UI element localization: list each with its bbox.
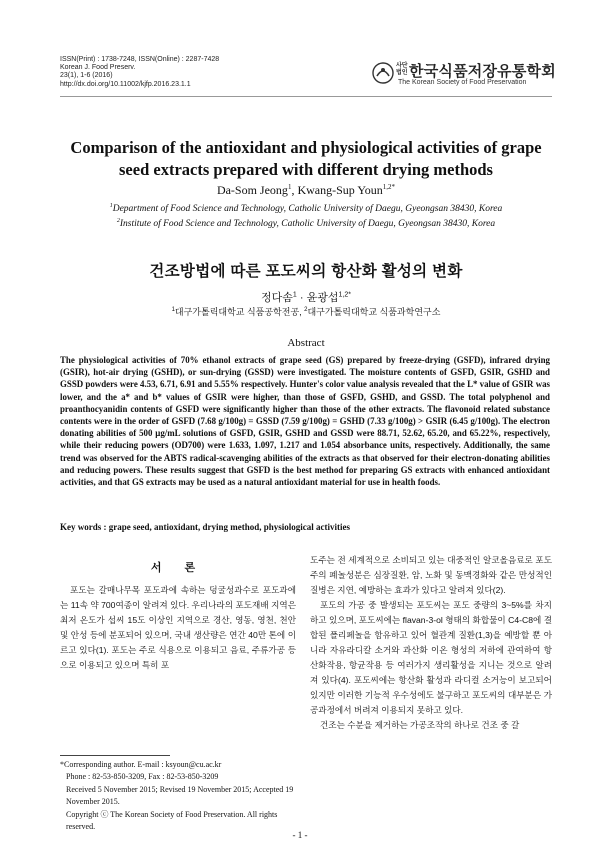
title-korean: 건조방법에 따른 포도씨의 항산화 활성의 변화 xyxy=(149,263,463,280)
author-1-sup: 1 xyxy=(287,183,292,191)
footnote-divider xyxy=(60,755,170,756)
author-separator: , xyxy=(291,183,298,197)
author-2-ko: 윤광섭 xyxy=(306,292,339,304)
keywords-separator: : xyxy=(101,522,109,532)
authors-english xyxy=(60,183,552,198)
section-heading-introduction: 서 론 xyxy=(150,562,206,574)
issn-line: ISSN(Print) : 1738-7248, ISSN(Online) : 2287-7428 xyxy=(60,56,220,63)
intro-paragraph-1: 포도는 갈매나무목 포도과에 속하는 덩굴성과수로 포도과에는 11속 약 700여종이 알려져 있다. 우리나라의 포도재배 지역은 최저 온도가 섭씨 15도 이상인 지역으로 경산, 영동, 영천, 천안 및 안성 등에 분포되어 있으며, 국내 생산량은 연간 40만 톤에 이르고 있다(1). 포도는 주로 식용으로 이용되고 음료, 주류가공 등으로 이용되고 있으며 특히 포 xyxy=(60,585,296,670)
intro-paragraph-3: 건조는 수분을 제거하는 가공조작의 하나로 건조 중 갈 xyxy=(320,720,520,730)
authors-korean xyxy=(60,289,552,305)
society-name-ko: 한국식품저장유통학회 xyxy=(409,63,556,80)
author-2: Kwang-Sup Youn xyxy=(297,183,383,197)
society-emblem-icon xyxy=(372,62,394,84)
affiliation-ko-1: 대구가톨릭대학교 식품공학전공, xyxy=(174,307,305,317)
author-2-sup: 1,2* xyxy=(382,183,396,191)
affiliations-english xyxy=(60,200,552,230)
corresponding-author: *Corresponding author. E-mail : ksyoun@cu.ac.kr xyxy=(60,760,222,769)
affiliation-1-text: Department of Food Science and Technology, Catholic University of Daegu, Gyeongsan 38430, Korea xyxy=(112,204,503,215)
footnotes xyxy=(60,759,296,833)
journal-name: Korean J. Food Preserv. xyxy=(60,64,136,72)
volume-line: 23(1), 1-6 (2016) xyxy=(60,72,113,80)
received-dates: Received 5 November 2015; Revised 19 November 2015; Accepted 19 November 2015. xyxy=(66,784,294,807)
affiliation-1-sup: 1 xyxy=(109,203,113,209)
contact-phone: Phone : 82-53-850-3209, Fax : 82-53-850-3209 xyxy=(66,772,219,782)
body-column-right xyxy=(310,553,552,733)
affiliation-ko-2: 대구가톨릭대학교 식품과학연구소 xyxy=(307,307,441,317)
author-ko-separator: · xyxy=(296,292,307,304)
title-english: Comparison of the antioxidant and physiological activities of grape seed extracts prepared with different drying methods xyxy=(70,138,542,179)
affiliations-korean xyxy=(60,305,552,318)
author-1-ko-sup: 1 xyxy=(292,291,297,299)
abstract-heading: Abstract xyxy=(287,337,325,349)
page-number: - 1 - xyxy=(292,830,308,840)
society-prefix: 사단법인 xyxy=(396,63,408,76)
journal-info xyxy=(60,56,219,89)
affiliation-2-text: Institute of Food Science and Technology, Catholic University of Daegu, Gyeongsan 38430, Korea xyxy=(119,219,496,230)
society-name-en: The Korean Society of Food Preservation xyxy=(398,79,527,86)
affiliation-2 xyxy=(60,215,552,230)
keywords xyxy=(60,522,550,532)
affiliation-ko-2-sup: 2 xyxy=(304,307,308,313)
keywords-text: grape seed, antioxidant, drying method, physiological activities xyxy=(108,522,351,532)
doi-link[interactable]: http://dx.doi.org/10.11002/kjfp.2016.23.1.1 xyxy=(60,80,191,88)
author-1-ko: 정다솜 xyxy=(261,292,293,304)
author-1: Da-Som Jeong xyxy=(216,183,288,197)
affiliation-2-sup: 2 xyxy=(116,218,120,225)
affiliation-1 xyxy=(60,200,552,215)
copyright: Copyright ⓒ The Korean Society of Food Preservation. All rights reserved. xyxy=(66,809,278,832)
author-2-ko-sup: 1,2* xyxy=(338,291,351,299)
keywords-label: Key words xyxy=(60,522,102,532)
intro-paragraph-continued: 도주는 전 세계적으로 소비되고 있는 대중적인 알코올음료로 포도주의 폐놀성분은 심장질환, 암, 노화 및 동맥경화와 같은 만성적인 질병은 지연, 예방하는 효과가 있다고 알려져 있다(2). xyxy=(310,555,552,595)
header-divider xyxy=(60,96,552,97)
affiliation-ko-1-sup: 1 xyxy=(171,307,175,313)
body-column-left xyxy=(60,553,296,673)
intro-paragraph-2: 포도의 가공 중 발생되는 포도씨는 포도 중량의 3~5%를 차지하고 있으며, 포도씨에는 flavan-3-ol 형태의 화합물이 C4-C8에 결합된 폴리페놀을 함유하고 있어 혈관계 질환(1,3)을 예방할 뿐 아니라 자유라디칼 소거와 과산화 이온 형성의 저하에 관여하여 항산화작용, 항균작용 등 여러가지 생리활성을 지니는 것으로 알려져 있다(4). 포도씨에는 항산화 활성과 라디컬 소거능이 보고되어있지만 이러한 기능적 우수성에도 불구하고 포도씨의 대부분은 가공과정에서 버려져 이용되지 못하고 있다. xyxy=(310,600,552,715)
abstract-body: The physiological activities of 70% ethanol extracts of grape seed (GS) prepared by freeze-drying (GSFD), infrared drying (GSIR), hot-air drying (GSHD), or sun-drying (GSSD) were investigated. The moisture contents of GSFD, GSIR, GSHD and GSSD powders were 4.53, 6.71, 6.91 and 5.55% respectively. Hunter's color value analysis revealed that the L* value of GSIR was lower, and the a* and b* values of GSIR were higher, than those of GSFD, GSHD, and GSSD. The total polyphenol and proanthocyanidin contents of GSFD were significantly higher than those of the other extracts. The flavonoid related substance contents were in the order of GSFD (7.68 g/100g) = GSSD (7.59 g/100g) = GSHD (7.33 g/100g) > GSIR (6.45 g/100g). The electron donating abilities of 500 μg/mL solutions of GSFD, GSIR, GSHD and GSSD were 88.71, 52.62, 65.20, and 65.22%, respectively, while their reducing powers (OD700) were 1.633, 1.097, 1.217 and 1.054 absorbance units, respectively. Additionally, the same trend was observed for the ABTS radical-scavenging abilities of the extracts as that observed for their electron-donating abilities and reducing powers. These results suggest that GSFD is the best method for preparing GS extracts with enhanced antioxidant activities, and that GS extracts may be used as a natural antioxidant material for use in health foods. xyxy=(60,355,550,488)
society-logo xyxy=(372,60,556,90)
